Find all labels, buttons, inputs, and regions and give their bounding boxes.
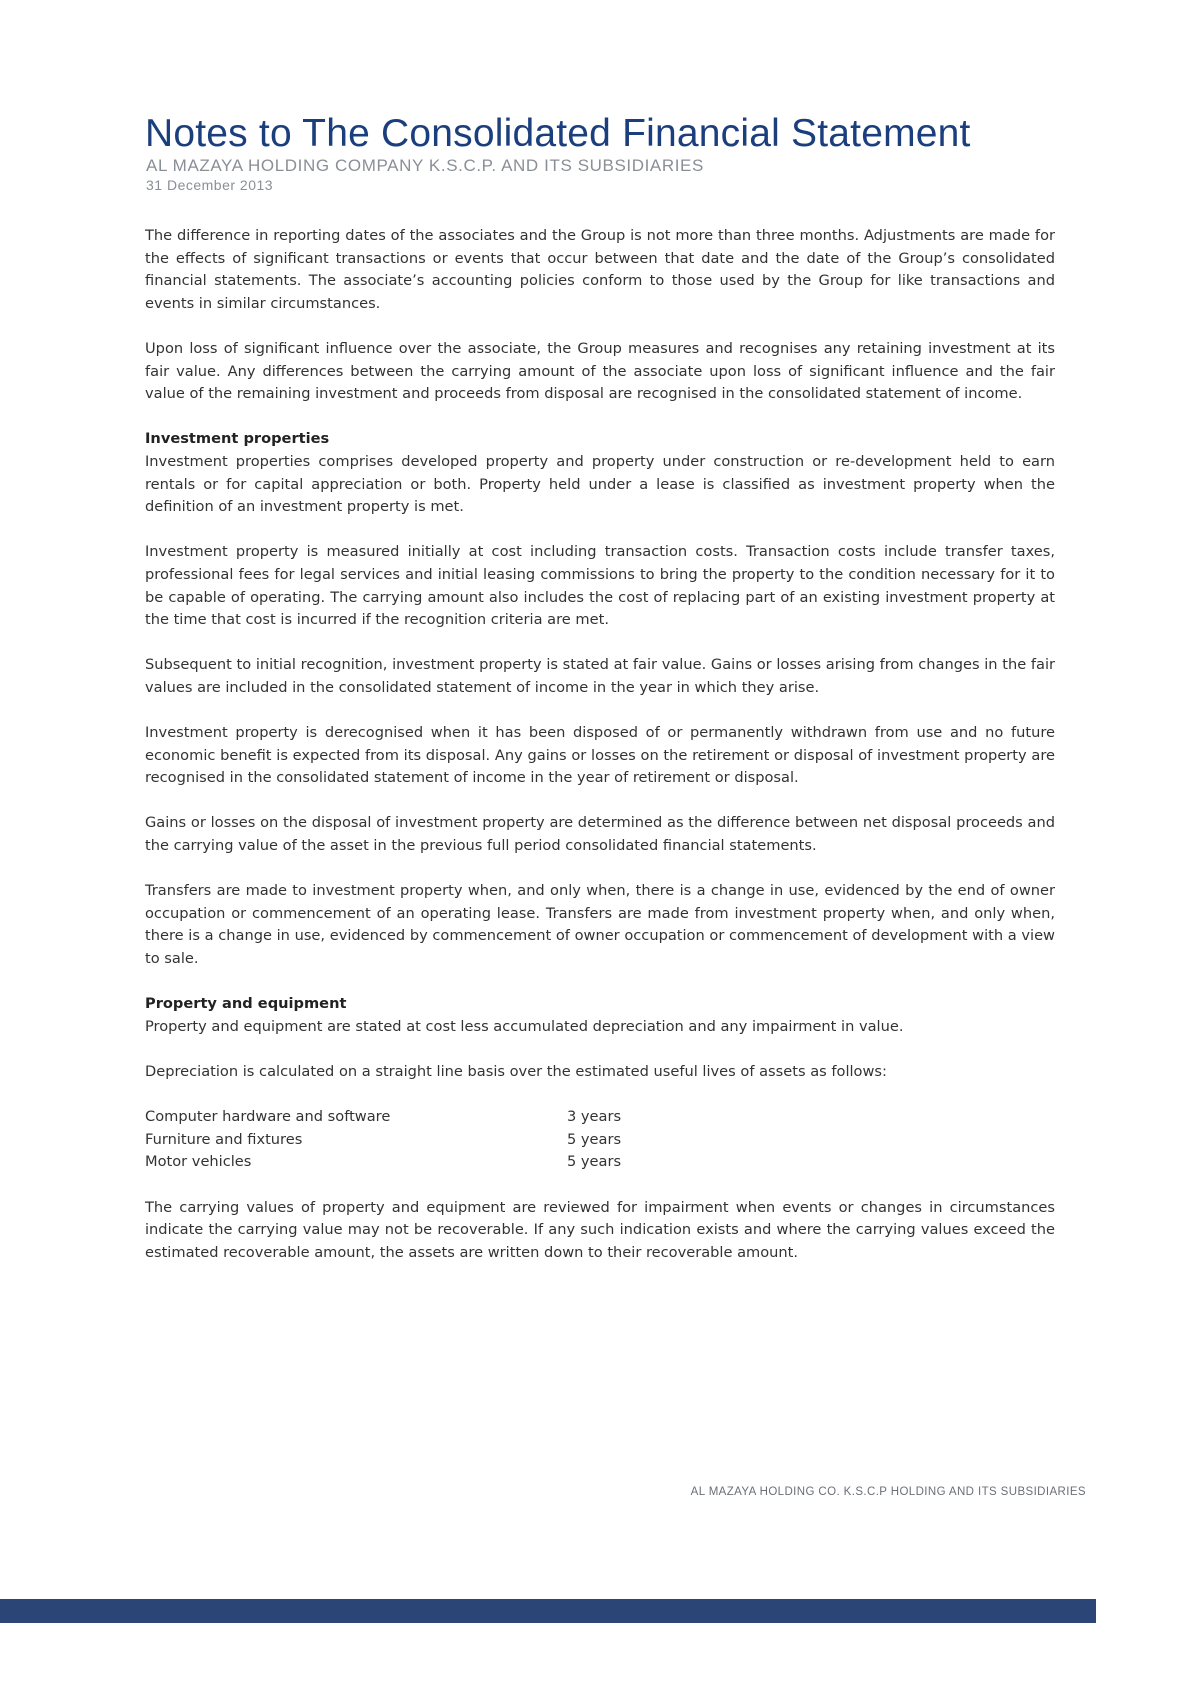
asset-name: Computer hardware and software <box>145 1108 391 1126</box>
associates-paragraph-1: The difference in reporting dates of the associates and the Group is not more than three months. Adjustments are made for the effects of significant transactions or events that occur between that date and the date of the Group’s consolidated financial statements. The associate’s accounting policies conform to those used by the Group for like transactions and events in similar circumstances. <box>145 227 1055 312</box>
useful-lives-table <box>145 1106 621 1174</box>
investment-properties-paragraph-1: Investment properties comprises developed property and property under construction or re-development held to earn rentals or for capital appreciation or both. Property held under a lease is classified as investment property when the definition of an investment property is met. <box>145 452 1055 516</box>
report-date: 31 December 2013 <box>146 177 274 193</box>
footer-company-name: AL MAZAYA HOLDING CO. K.S.C.P HOLDING AND ITS SUBSIDIARIES <box>690 1486 1086 1498</box>
investment-properties-heading: Investment properties <box>145 430 330 448</box>
investment-properties-paragraph-3: Subsequent to initial recognition, investment property is stated at fair value. Gains or losses arising from changes in the fair values are included in the consolidated statement of income in the year in which they arise. <box>145 656 1055 696</box>
investment-properties-paragraph-4: Investment property is derecognised when it has been disposed of or permanently withdrawn from use and no future economic benefit is expected from its disposal. Any gains or losses on the retirement or disposal of investment property are recognised in the consolidated statement of income in the year of retirement or disposal. <box>145 724 1055 787</box>
associates-paragraph-2: Upon loss of significant influence over the associate, the Group measures and recognises any retaining investment at its fair value. Any differences between the carrying amount of the associate upon loss of significant influence and the fair value of the remaining investment and proceeds from disposal are recognised in the consolidated statement of income. <box>145 339 1055 403</box>
table-row <box>145 1151 621 1174</box>
investment-properties-paragraph-5: Gains or losses on the disposal of investment property are determined as the difference between net disposal proceeds and the carrying value of the asset in the previous full period consolidated financial statements. <box>145 814 1055 855</box>
investment-properties-paragraph-2: Investment property is measured initially at cost including transaction costs. Transaction costs include transfer taxes, professional fees for legal services and initial leasing commissions to bring the property to the condition necessary for it to be capable of operating. The carrying amount also includes the cost of replacing part of an existing investment property at the time that cost is incurred if the recognition criteria are met. <box>145 543 1055 629</box>
notes-body <box>145 225 1055 1264</box>
property-equipment-paragraph-3: The carrying values of property and equipment are reviewed for impairment when events or changes in circumstances indicate the carrying value may not be recoverable. If any such indication exists and where the carrying values exceed the estimated recoverable amount, the assets are written down to their recoverable amount. <box>145 1198 1055 1261</box>
property-equipment-paragraph-2: Depreciation is calculated on a straight line basis over the estimated useful lives of assets as follows: <box>145 1062 887 1080</box>
asset-name: Furniture and fixtures <box>145 1130 303 1148</box>
table-row <box>145 1106 621 1129</box>
property-equipment-paragraph-1: Property and equipment are stated at cost less accumulated depreciation and any impairment in value. <box>145 1017 904 1035</box>
useful-life: 3 years <box>567 1108 622 1126</box>
footer-bar <box>0 1599 1096 1623</box>
useful-life: 5 years <box>567 1153 622 1171</box>
asset-name: Motor vehicles <box>145 1153 252 1171</box>
table-row <box>145 1129 621 1152</box>
investment-properties-paragraph-6: Transfers are made to investment property when, and only when, there is a change in use, evidenced by the end of owner occupation or commencement of an operating lease. Transfers are made from investment property when, and only when, there is a change in use, evidenced by commencement of owner occupation or commencement of development with a view to sale. <box>145 882 1055 967</box>
page-title: Notes to The Consolidated Financial Statement <box>145 112 971 155</box>
property-equipment-heading: Property and equipment <box>145 995 347 1013</box>
company-subtitle: AL MAZAYA HOLDING COMPANY K.S.C.P. AND ITS SUBSIDIARIES <box>146 156 704 175</box>
useful-life: 5 years <box>567 1130 622 1148</box>
